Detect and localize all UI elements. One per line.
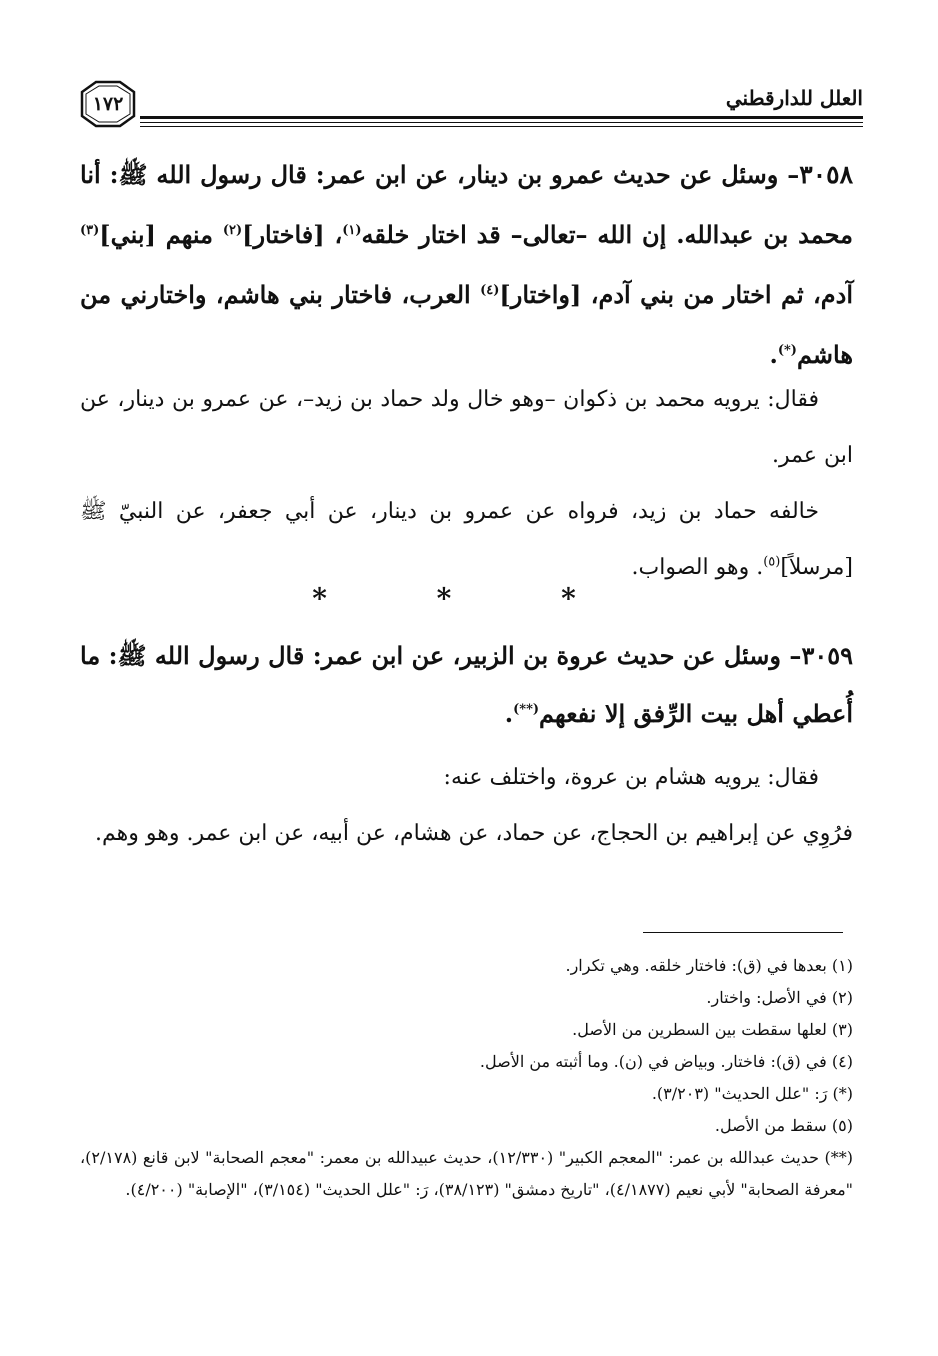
footnote: (**) حديث عبدالله بن عمر: "المعجم الكبير" (١٢/٣٣٠)، حديث عبيدالله بن معمر: "معجم الصحابة" لابن قانع (٢/١٧٨)، "معرفة الصحابة" لأبي نعيم (٤/١٨٧٧)، "تاريخ دمشق" (٣٨/١٢٣)، رَ: "علل الحديث" (٣/١٥٤)، "الإصابة" (٤/٢٠٠). — [80, 1148, 853, 1199]
entry-question-part: منهم [بني] — [99, 220, 223, 249]
answer-paragraph: فقال: يرويه محمد بن ذكوان –وهو خال ولد حماد بن زيد–، عن عمرو بن دينار، عن ابن عمر. — [80, 387, 853, 468]
paragraph-text: خالفه حماد بن زيد، فرواه عن عمرو بن دينار، عن أبي جعفر، عن النبيّ ﷺ [مرسلاً] — [80, 499, 853, 580]
footnote-ref[interactable]: (٥) — [763, 554, 781, 570]
footnote: (٢) في الأصل: واختار. — [706, 988, 853, 1007]
entry-question: – وسئل عن حديث عروة بن الزبير، عن ابن عمر: قال رسول الله ﷺ: ما أُعطي أهل بيت الرِّفق إلا نفعهم — [80, 641, 853, 728]
footnote-ref[interactable]: (٣) — [80, 223, 100, 238]
footnote: (٤) في (ق): فاختار. وبياض في (ن). وما أثبته من الأصل. — [479, 1052, 853, 1071]
header-rule-thin — [140, 122, 863, 123]
entry-question-part: . — [769, 340, 778, 369]
footnote: (٣) لعلها سقطت بين السطرين من الأصل. — [572, 1020, 853, 1039]
header-rule-thin-lower — [140, 126, 863, 127]
footnote: (١) بعدها في (ق): فاختار خلقه. وهي تكرار. — [565, 956, 853, 975]
entry-number: ٣٠٥٩ — [801, 641, 853, 670]
header-rule-thick — [140, 116, 863, 119]
entry-3058 — [80, 145, 853, 385]
entry-question-part: آدم، ثم اختار من بني آدم، [واختار] — [499, 280, 853, 309]
entry-question-part: ، [فاختار] — [242, 220, 343, 249]
footnote: (*) رَ: "علل الحديث" (٣/٢٠٣). — [651, 1084, 853, 1103]
page-number: ١٧٢ — [92, 93, 124, 115]
entry-number: ٣٠٥٨ — [799, 160, 853, 189]
footnote-ref[interactable]: (**) — [513, 702, 540, 717]
entry-question: – وسئل عن حديث عمرو بن دينار، عن ابن عمر: قال رسول الله ﷺ: أنا محمد بن عبدالله. إن الله –تعالى– قد اختار خلقه — [80, 160, 854, 249]
footnote-separator — [643, 932, 843, 933]
answer-paragraph — [80, 484, 853, 596]
footnote-ref[interactable]: (١) — [342, 223, 362, 238]
footnote-ref[interactable]: (٢) — [222, 223, 243, 238]
answer-paragraph: فرُوِي عن إبراهيم بن الحجاج، عن حماد، عن هشام، عن أبيه، عن ابن عمر. وهو وهم. — [95, 821, 853, 846]
answer-paragraph: فقال: يرويه هشام بن عروة، واختلف عنه: — [443, 765, 819, 790]
footnote-ref[interactable]: (*) — [777, 343, 797, 358]
section-separator: * * * — [312, 582, 626, 615]
entry-question-part: . — [504, 699, 514, 728]
entry-question-part: العرب، فاختار بني هاشم، واختارني من هاشم — [80, 280, 853, 369]
page-number-badge — [80, 80, 136, 128]
entry-3059 — [80, 627, 853, 743]
footnote-ref[interactable]: (٤) — [480, 283, 500, 298]
page-header — [80, 80, 863, 132]
footnotes — [80, 950, 853, 1206]
running-title: العلل للدارقطني — [725, 86, 863, 110]
paragraph-text: . وهو الصواب. — [631, 555, 764, 580]
footnote: (٥) سقط من الأصل. — [714, 1116, 853, 1135]
